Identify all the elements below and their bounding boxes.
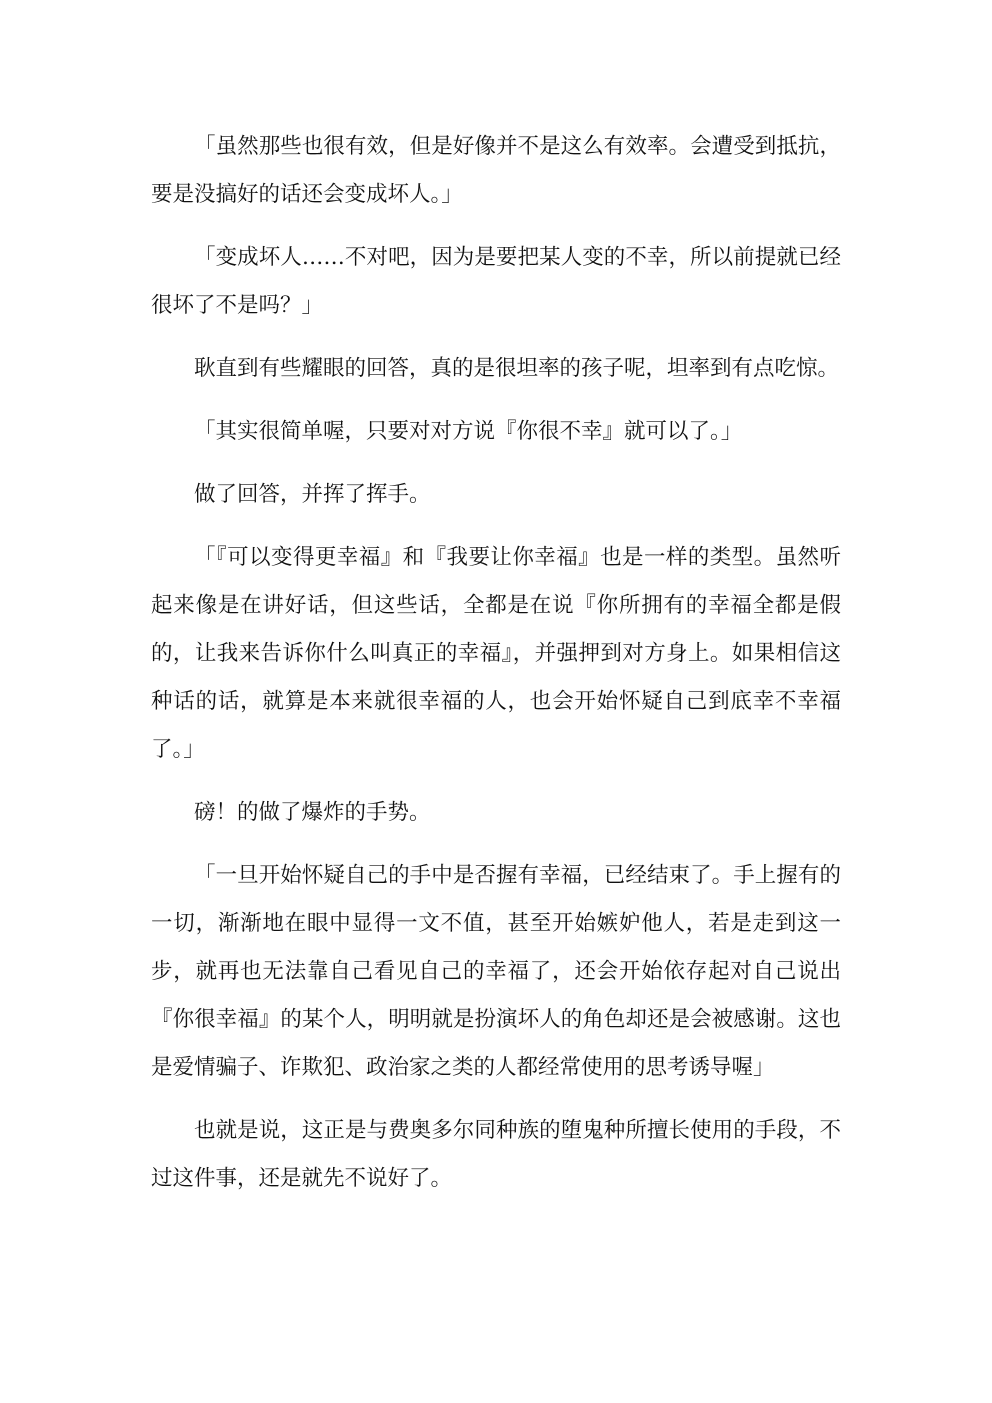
paragraph: 耿直到有些耀眼的回答，真的是很坦率的孩子呢，坦率到有点吃惊。 <box>194 356 840 381</box>
paragraph: 也就是说，这正是与费奥多尔同种族的堕鬼种所擅长使用的手段，不过这件事，还是就先不说好了。 <box>151 1118 841 1191</box>
paragraph: 「其实很简单喔，只要对对方说『你很不幸』就可以了。」 <box>194 419 743 444</box>
paragraph: 磅！的做了爆炸的手势。 <box>194 800 431 825</box>
paragraph: 「变成坏人……不对吧，因为是要把某人变的不幸，所以前提就已经很坏了不是吗？」 <box>151 245 841 318</box>
paragraph: 「虽然那些也很有效，但是好像并不是这么有效率。会遭受到抵抗，要是没搞好的话还会变成坏人。」 <box>151 134 841 207</box>
text-body <box>151 123 841 1218</box>
paragraph: 「『可以变得更幸福』和『我要让你幸福』也是一样的类型。虽然听起来像是在讲好话，但这些话，全都是在说『你所拥有的幸福全都是假的，让我来告诉你什么叫真正的幸福』，并强押到对方身上。如果相信这种话的话，就算是本来就很幸福的人，也会开始怀疑自己到底幸不幸福了。」 <box>151 545 841 762</box>
paragraph: 「一旦开始怀疑自己的手中是否握有幸福，已经结束了。手上握有的一切，渐渐地在眼中显得一文不值，甚至开始嫉妒他人，若是走到这一步，就再也无法靠自己看见自己的幸福了，还会开始依存起对自己说出『你很幸福』的某个人，明明就是扮演坏人的角色却还是会被感谢。这也是爱情骗子、诈欺犯、政治家之类的人都经常使用的思考诱导喔」 <box>151 863 841 1080</box>
paragraph: 做了回答，并挥了挥手。 <box>194 482 431 507</box>
